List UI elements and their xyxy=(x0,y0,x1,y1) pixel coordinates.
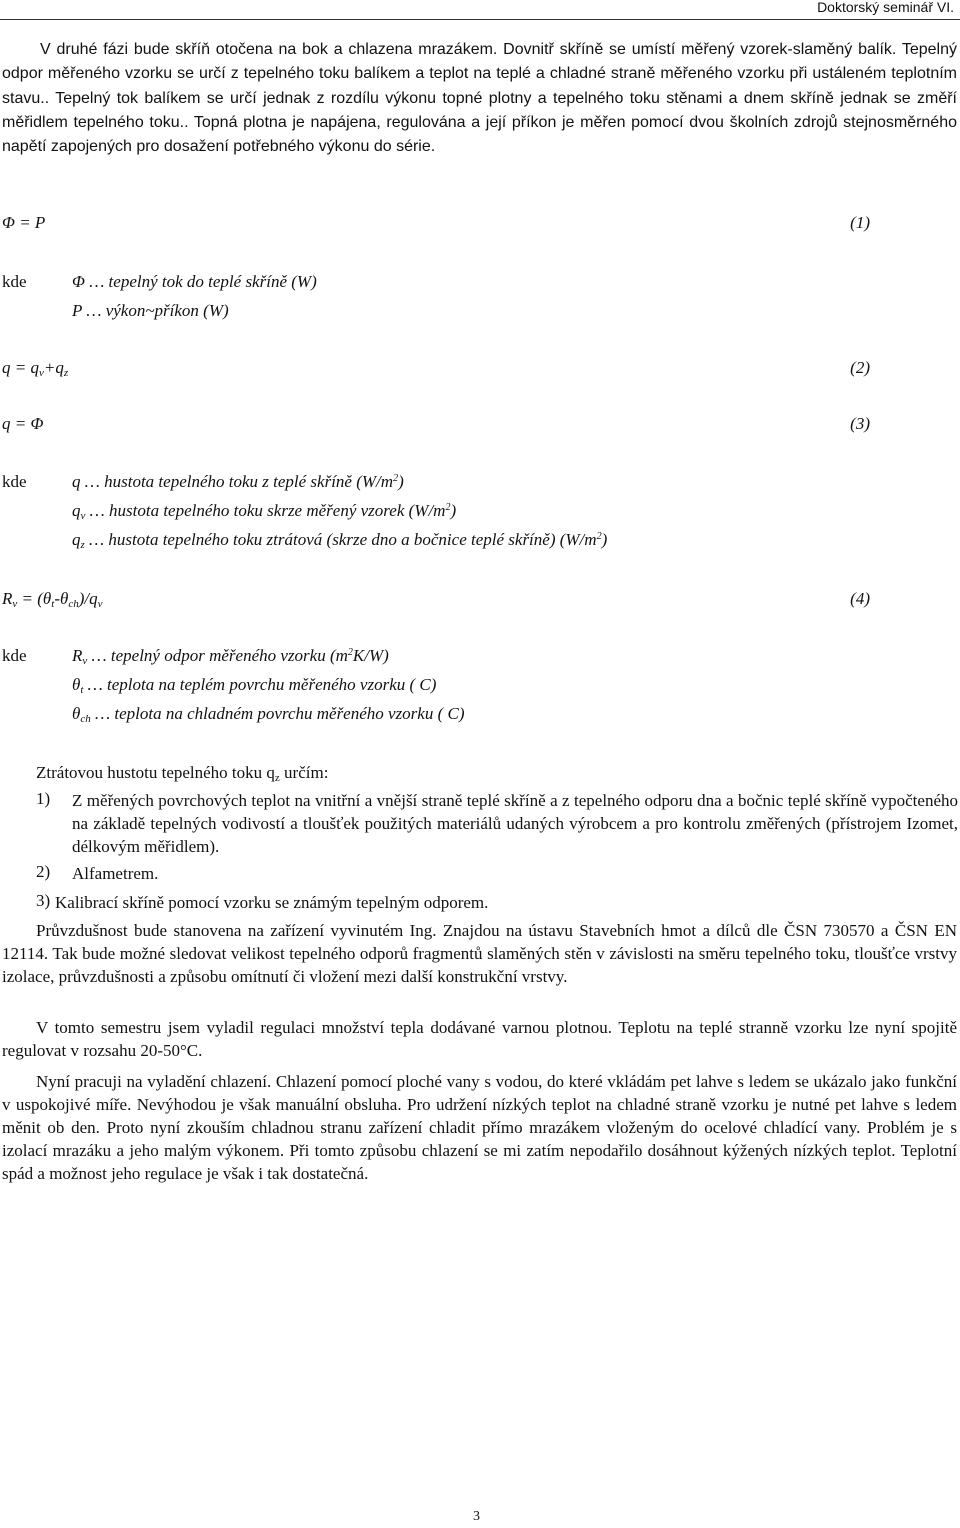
page-header: Doktorský seminář VI. xyxy=(817,0,954,15)
def-rv-text: … tepelný odpor měřeného vzorku (m xyxy=(87,646,348,665)
rv-sub: v xyxy=(82,655,88,667)
loss-intro-end: určím: xyxy=(279,763,329,782)
loss-sub-z: z xyxy=(274,772,280,784)
close-paren: ) xyxy=(601,530,608,549)
equation-2-number: (2) xyxy=(850,358,870,377)
list-item-3-text: Kalibrací skříně pomocí vzorku se známým tepelným odporem. xyxy=(55,893,489,912)
list-item-2-text: Alfametrem. xyxy=(72,864,159,883)
list-item-1-number: 1) xyxy=(36,789,51,808)
eq4-sub-qv: v xyxy=(97,598,103,610)
where-label-1: kde xyxy=(2,272,27,291)
eq4-div: )/q xyxy=(78,589,98,608)
sup-2: 2 xyxy=(445,502,451,513)
def-qv-text: … hustota tepelného toku skrze měřený vzorek (W/m xyxy=(89,501,446,520)
qv-symbol: q xyxy=(72,501,81,520)
sup-2: 2 xyxy=(596,531,602,542)
equation-3-number: (3) xyxy=(850,414,870,433)
eq2-sub-v: v xyxy=(38,367,44,379)
equation-1 xyxy=(2,213,870,233)
list-item-2-number: 2) xyxy=(36,862,51,881)
paragraph-air-permeability: Průvzdušnost bude stanovena na zařízení vyvinutém Ing. Znajdou na ústavu Stavebních hmot a dílců dle ČSN 730570 a ČSN EN 12114. Tak bude možné sledovat velikost tepelného odporů fragmentů slaměných stěn v závislosti na směru tepelného toku, tloušťce vrstvy izolace, průvzdušnosti a způsobu omítnutí či vložení mezi další konstrukční vrstvy. xyxy=(2,921,957,986)
definition-theta-t xyxy=(72,675,436,696)
def-theta-ch-text: … teplota na chladném povrchu měřeného vzorku ( C) xyxy=(90,704,465,723)
eq4-r: R xyxy=(2,589,13,608)
close-paren: ) xyxy=(398,472,404,491)
equation-3-body: q = Φ xyxy=(2,414,44,433)
eq2-plus: +q xyxy=(43,358,64,377)
equation-1-number: (1) xyxy=(850,213,870,232)
paragraph-cooling: Nyní pracuji na vyladění chlazení. Chlazení pomocí ploché vany s vodou, do které vkládám pet lahve s ledem se ukázalo jako funkční v uspokojivé míře. Nevýhodou je však manuální obsluha. Pro udržení nízkých teplot na chladné straně vzorku je nutné pet lahve s ledem měnit ob den. Proto nyní zkouším chladnou stranu zařízení chladit přímo mrazákem vloženým do ocelové chladící vany. Problém je s izolací mrazáku a jeho malým výkonem. Při tomto způsobu chlazení se mi zatím nepodařilo dosáhnout kýžených nízkých teplot. Teplotní spád a možnost jeho regulace je však i tak dostatečná. xyxy=(2,1072,957,1183)
definition-rv xyxy=(72,646,389,667)
theta-symbol: θ xyxy=(72,704,81,723)
rv-symbol: R xyxy=(72,646,83,665)
equation-4-body xyxy=(2,589,103,608)
where-label-3: kde xyxy=(2,472,27,491)
definition-theta-ch xyxy=(72,704,465,725)
def-rv-unit: K/W) xyxy=(352,646,389,665)
definition-qz xyxy=(72,530,607,551)
equation-4 xyxy=(2,589,870,610)
definition-p: P … výkon~příkon (W) xyxy=(72,301,229,320)
qz-sub: z xyxy=(80,539,85,551)
def-theta-t-text: … teplota na teplém povrchu měřeného vzorku ( C) xyxy=(83,675,437,694)
loss-intro xyxy=(36,761,936,790)
page-number: 3 xyxy=(473,1509,480,1524)
equation-2 xyxy=(2,358,870,379)
close-paren: ) xyxy=(450,501,457,520)
list-item-3-number: 3) xyxy=(36,891,51,910)
eq4-minus: -θ xyxy=(54,589,69,608)
eq4-sub-t: t xyxy=(51,598,55,610)
paragraph-semester: V tomto semestru jsem vyladil regulaci množství tepla dodávané varnou plotnou. Teplotu na teplé stranně vzorku lze nyní spojitě regulovat v rozsahu 20-50°C. xyxy=(2,1018,957,1060)
header-divider xyxy=(0,19,960,20)
intro-text: V druhé fázi bude skříň otočena na bok a chlazena mrazákem. Dovnitř skříně se umístí měřený vzorek-slaměný balík. Tepelný odpor měřeného vzorku se určí z tepelného toku balíkem a teplot na teplé a chladné straně měřeného vzorku při ustáleném teplotním stavu.. Tepelný tok balíkem se určí jednak z rozdílu výkonu topné plotny a tepelného toku stěnami a dnem skříně jednak se změří měřidlem tepelného toku.. Topná plotna je napájena, regulována a její příkon je měřen pomocí dvou školních zdrojů stejnosměrného napětí zapojených pro dosažení potřebného výkonu do série. xyxy=(2,41,957,156)
theta-t-sub: t xyxy=(80,684,84,696)
theta-symbol: θ xyxy=(72,675,81,694)
eq2-sub-z: z xyxy=(63,367,69,379)
theta-ch-sub: ch xyxy=(80,713,91,725)
equation-2-body xyxy=(2,358,68,377)
eq4-sub-ch: ch xyxy=(68,598,79,610)
definition-phi: Φ … tepelný tok do teplé skříně (W) xyxy=(72,272,317,291)
sup-2: 2 xyxy=(347,647,353,658)
def-qz-text: … hustota tepelného toku ztrátová (skrze dno a bočnice teplé skříně) (W/m xyxy=(89,530,597,549)
loss-intro-text: Ztrátovou hustotu tepelného toku q xyxy=(36,763,275,782)
qv-sub: v xyxy=(80,510,86,522)
def-q-text: q … hustota tepelného toku z teplé skříně (W/m xyxy=(72,472,394,491)
equation-4-number: (4) xyxy=(850,589,870,608)
equation-3 xyxy=(2,414,870,434)
eq4-sub-v: v xyxy=(12,598,18,610)
definition-q xyxy=(72,472,404,492)
intro-paragraph xyxy=(2,38,957,159)
where-label-4: kde xyxy=(2,646,27,665)
sup-2: 2 xyxy=(393,473,399,484)
eq2-q: q = q xyxy=(2,358,39,377)
definition-qv xyxy=(72,501,456,522)
equation-1-body: Φ = P xyxy=(2,213,46,232)
list-item-1-text: Z měřených povrchových teplot na vnitřní a vnější straně teplé skříně a z tepelného odporu dna a bočnic teplé skříně vypočteného na základě tepelných vodivostí a tloušťek použitých materiálů udaných výrobcem a pro kontrolu změřených (přístrojem Izomet, délkovým měřidlem). xyxy=(72,791,958,856)
eq4-eq: = (θ xyxy=(17,589,52,608)
qz-symbol: q xyxy=(72,530,81,549)
